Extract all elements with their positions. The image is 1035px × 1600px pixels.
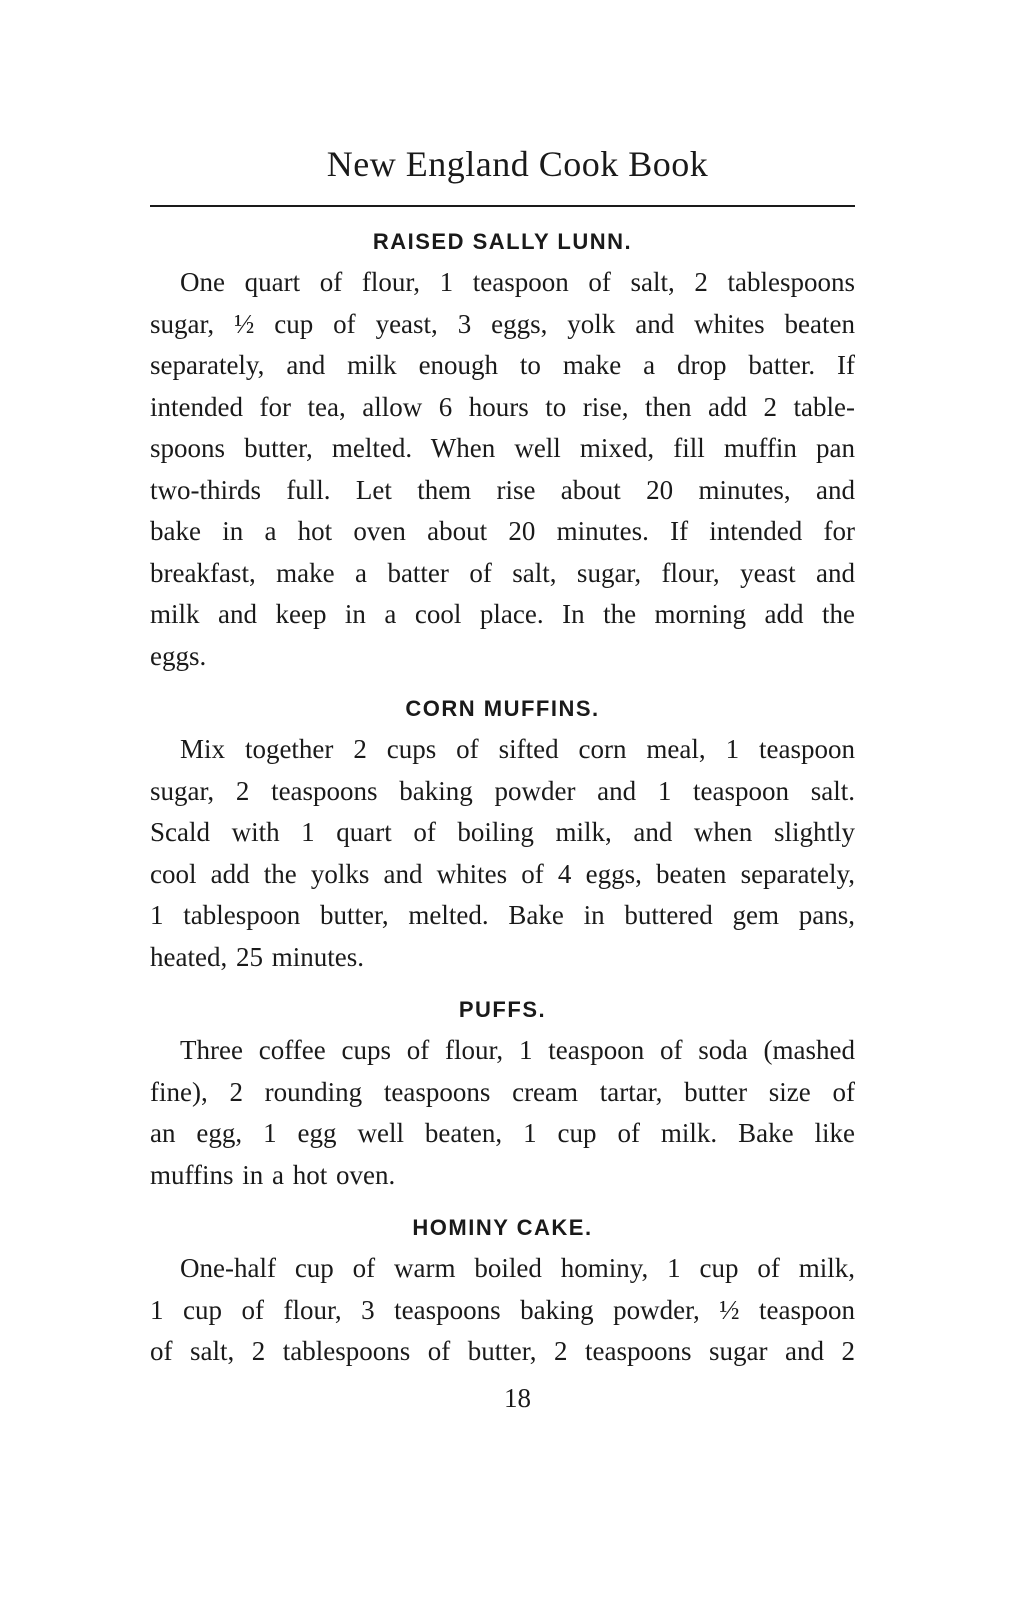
page-number: 18 (504, 1383, 531, 1413)
header-rule (150, 205, 855, 207)
text-line: Three coffee cups of flour, 1 teaspoon of soda (mashed (180, 1035, 855, 1065)
text-line: two-thirds full. Let them rise about 20 minutes, and (150, 474, 855, 505)
text-line: Scald with 1 quart of boiling milk, and when slightly (150, 817, 855, 847)
running-head: New England Cook Book (326, 144, 709, 184)
text-line: an egg, 1 egg well beaten, 1 cup of milk. Bake like (150, 1118, 855, 1148)
text-line: breakfast, make a batter of salt, sugar, flour, yeast and (150, 557, 855, 588)
page-content (150, 220, 855, 1383)
text-line: 1 cup of flour, 3 teaspoons baking powder, ½ teaspoon (150, 1294, 855, 1325)
recipe-title: HOMINY CAKE. (412, 1215, 593, 1240)
recipe-body (150, 729, 855, 978)
text-line: One quart of flour, 1 teaspoon of salt, 2 tablespoons (180, 267, 855, 297)
text-line: cool add the yolks and whites of 4 eggs, beaten separately, (150, 858, 855, 889)
text-line: intended for tea, allow 6 hours to rise, then add 2 table- (150, 391, 855, 422)
recipe-title: PUFFS. (458, 997, 547, 1022)
text-line: One-half cup of warm boiled hominy, 1 cup of milk, (180, 1253, 855, 1283)
recipe-hominy-cake (150, 1206, 855, 1373)
recipe-title: CORN MUFFINS. (405, 696, 600, 721)
recipe-body (150, 1030, 855, 1196)
text-line: sugar, 2 teaspoons baking powder and 1 teaspoon salt. (150, 775, 855, 806)
text-line: heated, 25 minutes. (150, 941, 364, 972)
text-line: of salt, 2 tablespoons of butter, 2 teaspoons sugar and 2 (150, 1336, 855, 1366)
recipe-body (150, 1248, 855, 1373)
recipe-body (150, 262, 855, 677)
recipe-puffs (150, 988, 855, 1196)
recipe-raised-sally-lunn (150, 220, 855, 677)
text-line: fine), 2 rounding teaspoons cream tartar, butter size of (150, 1076, 855, 1107)
text-line: Mix together 2 cups of sifted corn meal, 1 teaspoon (180, 734, 855, 764)
text-line: separately, and milk enough to make a drop batter. If (150, 350, 855, 380)
recipe-title: RAISED SALLY LUNN. (372, 229, 633, 254)
text-line: milk and keep in a cool place. In the morning add the (150, 599, 855, 629)
text-line: sugar, ½ cup of yeast, 3 eggs, yolk and whites beaten (150, 308, 855, 339)
text-line: 1 tablespoon butter, melted. Bake in buttered gem pans, (150, 900, 855, 930)
text-line: eggs. (150, 640, 207, 671)
text-line: bake in a hot oven about 20 minutes. If intended for (150, 516, 855, 546)
text-line: muffins in a hot oven. (150, 1159, 396, 1190)
recipe-corn-muffins (150, 687, 855, 978)
text-line: spoons butter, melted. When well mixed, fill muffin pan (150, 433, 855, 463)
